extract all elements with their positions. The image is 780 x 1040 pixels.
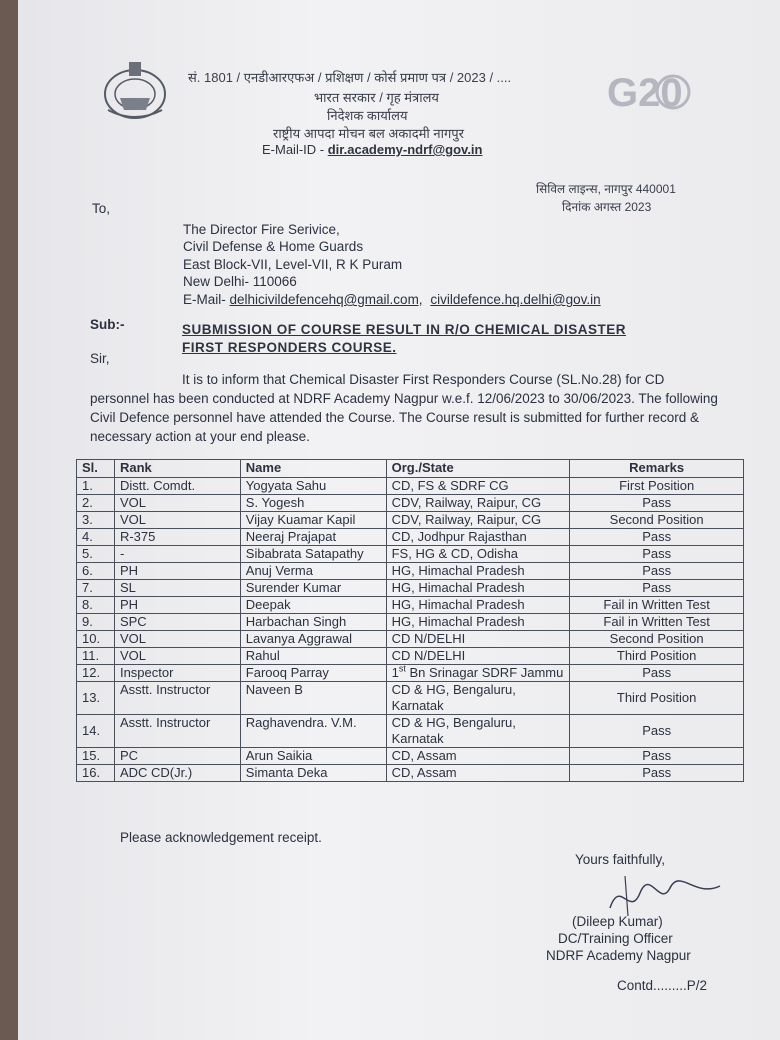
reference-number: सं. 1801 / एनडीआरएफअ / प्रशिक्षण / कोर्स प्रमाण पत्र / 2023 / .... xyxy=(188,70,512,85)
header-rank: Rank xyxy=(114,460,240,478)
cell-sl: 15. xyxy=(77,748,115,765)
cell-rank: Asstt. Instructor xyxy=(114,682,240,715)
cell-sl: 14. xyxy=(77,715,115,748)
cell-name: Yogyata Sahu xyxy=(240,478,386,495)
salutation: Sir, xyxy=(90,351,110,366)
cell-rank: R-375 xyxy=(114,529,240,546)
cell-name: Lavanya Aggrawal xyxy=(240,631,386,648)
cell-name: Sibabrata Satapathy xyxy=(240,546,386,563)
yours-faithfully: Yours faithfully, xyxy=(575,852,666,867)
academy-line: राष्ट्रीय आपदा मोचन बल अकादमी नागपुर xyxy=(273,126,464,141)
recipient-line-4: New Delhi- 110066 xyxy=(183,274,297,289)
cell-org-number: 1 xyxy=(391,665,399,680)
subject-line-1: SUBMISSION OF COURSE RESULT IN R/O CHEMICAL DISASTER xyxy=(182,322,627,337)
cell-org: CD, Assam xyxy=(386,765,570,782)
table-row xyxy=(77,512,744,529)
cell-sl: 3. xyxy=(77,512,115,529)
cell-org: HG, Himachal Pradesh xyxy=(386,563,570,580)
recipient-line-3: East Block-VII, Level-VII, R K Puram xyxy=(183,257,403,272)
recipient-email xyxy=(183,291,601,308)
cell-name: Harbachan Singh xyxy=(240,614,386,631)
cell-remarks: Pass xyxy=(570,546,744,563)
cell-rank: ADC CD(Jr.) xyxy=(114,765,240,782)
recipient-email-label: E-Mail- xyxy=(183,292,226,307)
table-row xyxy=(77,648,744,665)
cell-sl: 2. xyxy=(77,495,115,512)
cell-name: Anuj Verma xyxy=(240,563,386,580)
cell-remarks: Fail in Written Test xyxy=(570,597,744,614)
cell-name: Farooq Parray xyxy=(240,665,386,682)
cell-rank: VOL xyxy=(114,648,240,665)
cell-org: HG, Himachal Pradesh xyxy=(386,597,570,614)
acknowledge-line: Please acknowledgement receipt. xyxy=(120,830,322,845)
subject-label: Sub:- xyxy=(90,317,125,332)
cell-remarks: Third Position xyxy=(570,648,744,665)
recipient-email-1: delhicivildefencehq@gmail.com, xyxy=(229,292,423,307)
cell-org-superscript: st xyxy=(398,663,406,674)
recipient-line-1: The Director Fire Serivice, xyxy=(183,222,340,237)
table-row xyxy=(77,631,744,648)
cell-name: Arun Saikia xyxy=(240,748,386,765)
cell-sl: 8. xyxy=(77,597,115,614)
cell-name: Deepak xyxy=(240,597,386,614)
cell-remarks: Pass xyxy=(570,748,744,765)
header-name: Name xyxy=(240,460,386,478)
table-row xyxy=(77,715,744,748)
cell-sl: 9. xyxy=(77,614,115,631)
continued-note: Contd.........P/2 xyxy=(617,978,708,993)
place-line: सिविल लाइन्स, नागपुर 440001 xyxy=(536,182,676,196)
cell-sl: 1. xyxy=(77,478,115,495)
cell-org-text: Bn Srinagar SDRF Jammu xyxy=(409,665,564,680)
table-row xyxy=(77,682,744,715)
cell-rank: VOL xyxy=(114,495,240,512)
cell-rank: PC xyxy=(114,748,240,765)
cell-org: CD N/DELHI xyxy=(386,631,570,648)
cell-rank: PH xyxy=(114,563,240,580)
cell-remarks: Third Position xyxy=(570,682,744,715)
cell-sl: 11. xyxy=(77,648,115,665)
cell-name: Simanta Deka xyxy=(240,765,386,782)
cell-name: Rahul xyxy=(240,648,386,665)
date-line: दिनांक अगस्त 2023 xyxy=(562,200,652,214)
government-line: भारत सरकार / गृह मंत्रालय xyxy=(314,90,439,105)
to-label: To, xyxy=(92,201,111,216)
g20-logo-text: G20 xyxy=(607,71,683,115)
header-remarks: Remarks xyxy=(570,460,744,478)
cell-remarks: Pass xyxy=(570,715,744,748)
cell-sl: 4. xyxy=(77,529,115,546)
table-header-row xyxy=(77,460,744,478)
cell-remarks: Fail in Written Test xyxy=(570,614,744,631)
signer-designation: DC/Training Officer xyxy=(558,931,673,946)
body-paragraph: It is to inform that Chemical Disaster First Responders Course (SL.No.28) for CD personnel has been conducted at NDRF Academy Nagpur w.e.f. 12/06/2023 to 30/06/2023. The following Civil Defence personnel have attended the Course. The Course result is submitted for further record & necessary action at your end please. xyxy=(90,372,718,444)
ndrf-emblem-icon xyxy=(100,58,170,124)
cell-org: CDV, Railway, Raipur, CG xyxy=(386,512,570,529)
cell-rank: - xyxy=(114,546,240,563)
table-row xyxy=(77,563,744,580)
cell-name: Raghavendra. V.M. xyxy=(240,715,386,748)
cell-sl: 12. xyxy=(77,665,115,682)
cell-org: CD, Jodhpur Rajasthan xyxy=(386,529,570,546)
cell-org: CDV, Railway, Raipur, CG xyxy=(386,495,570,512)
table-row xyxy=(77,546,744,563)
cell-sl: 10. xyxy=(77,631,115,648)
table-row xyxy=(77,478,744,495)
cell-sl: 16. xyxy=(77,765,115,782)
subject-line-2: FIRST RESPONDERS COURSE. xyxy=(182,340,397,355)
cell-remarks: Pass xyxy=(570,495,744,512)
cell-org: FS, HG & CD, Odisha xyxy=(386,546,570,563)
signer-organisation: NDRF Academy Nagpur xyxy=(546,948,691,963)
cell-rank: Asstt. Instructor xyxy=(114,715,240,748)
header-sl: Sl. xyxy=(77,460,115,478)
cell-sl: 13. xyxy=(77,682,115,715)
table-row xyxy=(77,765,744,782)
table-row xyxy=(77,614,744,631)
signature-icon xyxy=(600,868,730,920)
cell-rank: Inspector xyxy=(114,665,240,682)
cell-org: CD, FS & SDRF CG xyxy=(386,478,570,495)
cell-org: CD & HG, Bengaluru, Karnatak xyxy=(386,715,570,748)
cell-name: S. Yogesh xyxy=(240,495,386,512)
cell-org: HG, Himachal Pradesh xyxy=(386,580,570,597)
header-org: Org./State xyxy=(386,460,570,478)
cell-remarks: Pass xyxy=(570,529,744,546)
cell-remarks: Pass xyxy=(570,563,744,580)
cell-name: Naveen B xyxy=(240,682,386,715)
cell-remarks: First Position xyxy=(570,478,744,495)
header-email xyxy=(262,142,482,157)
results-table xyxy=(76,459,744,782)
cell-remarks: Second Position xyxy=(570,512,744,529)
table-row xyxy=(77,529,744,546)
cell-org: CD & HG, Bengaluru, Karnatak xyxy=(386,682,570,715)
cell-rank: VOL xyxy=(114,512,240,529)
table-row xyxy=(77,665,744,682)
cell-sl: 7. xyxy=(77,580,115,597)
cell-rank: SPC xyxy=(114,614,240,631)
table-row xyxy=(77,580,744,597)
recipient-line-2: Civil Defense & Home Guards xyxy=(183,239,364,254)
cell-remarks: Second Position xyxy=(570,631,744,648)
cell-sl: 6. xyxy=(77,563,115,580)
header-email-value: dir.academy-ndrf@gov.in xyxy=(327,142,483,157)
g20-logo-icon xyxy=(605,62,695,122)
office-line: निदेशक कार्यालय xyxy=(327,108,408,123)
header-email-label: E-Mail-ID - xyxy=(262,142,325,157)
cell-sl: 5. xyxy=(77,546,115,563)
recipient-email-2: civildefence.hq.delhi@gov.in xyxy=(430,292,601,307)
cell-org: CD, Assam xyxy=(386,748,570,765)
cell-org: CD N/DELHI xyxy=(386,648,570,665)
cell-name: Surender Kumar xyxy=(240,580,386,597)
cell-name: Vijay Kuamar Kapil xyxy=(240,512,386,529)
cell-name: Neeraj Prajapat xyxy=(240,529,386,546)
cell-rank: VOL xyxy=(114,631,240,648)
cell-remarks: Pass xyxy=(570,765,744,782)
cell-rank: Distt. Comdt. xyxy=(114,478,240,495)
table-row xyxy=(77,495,744,512)
table-row xyxy=(77,748,744,765)
cell-rank: SL xyxy=(114,580,240,597)
table-row xyxy=(77,597,744,614)
cell-rank: PH xyxy=(114,597,240,614)
cell-org xyxy=(386,665,570,682)
signer-name: (Dileep Kumar) xyxy=(572,914,663,929)
cell-remarks: Pass xyxy=(570,580,744,597)
cell-remarks: Pass xyxy=(570,665,744,682)
cell-org: HG, Himachal Pradesh xyxy=(386,614,570,631)
